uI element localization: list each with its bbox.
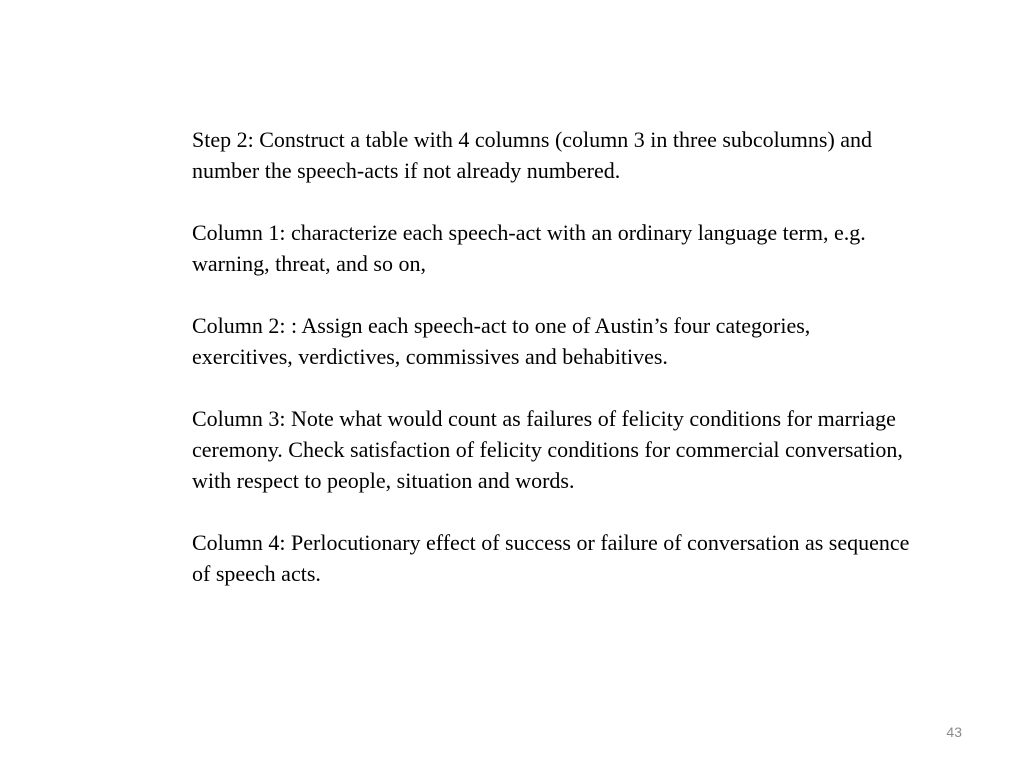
slide-number: 43 (946, 724, 962, 740)
column-4-paragraph: Column 4: Perlocutionary effect of success or failure of conversation as sequence of speech acts. (192, 530, 910, 586)
slide-body (192, 124, 912, 589)
column-1-paragraph: Column 1: characterize each speech-act with an ordinary language term, e.g. warning, threat, and so on, (192, 220, 866, 276)
step-2-paragraph: Step 2: Construct a table with 4 columns (column 3 in three subcolumns) and number the speech-acts if not already numbered. (192, 127, 873, 183)
column-2-paragraph: Column 2: : Assign each speech-act to one of Austin’s four categories, exercitives, verdictives, commissives and behabitives. (192, 313, 811, 369)
column-3-paragraph: Column 3: Note what would count as failures of felicity conditions for marriage ceremony. Check satisfaction of felicity conditions for commercial conversation, with respect to people, situation and words. (192, 406, 903, 493)
